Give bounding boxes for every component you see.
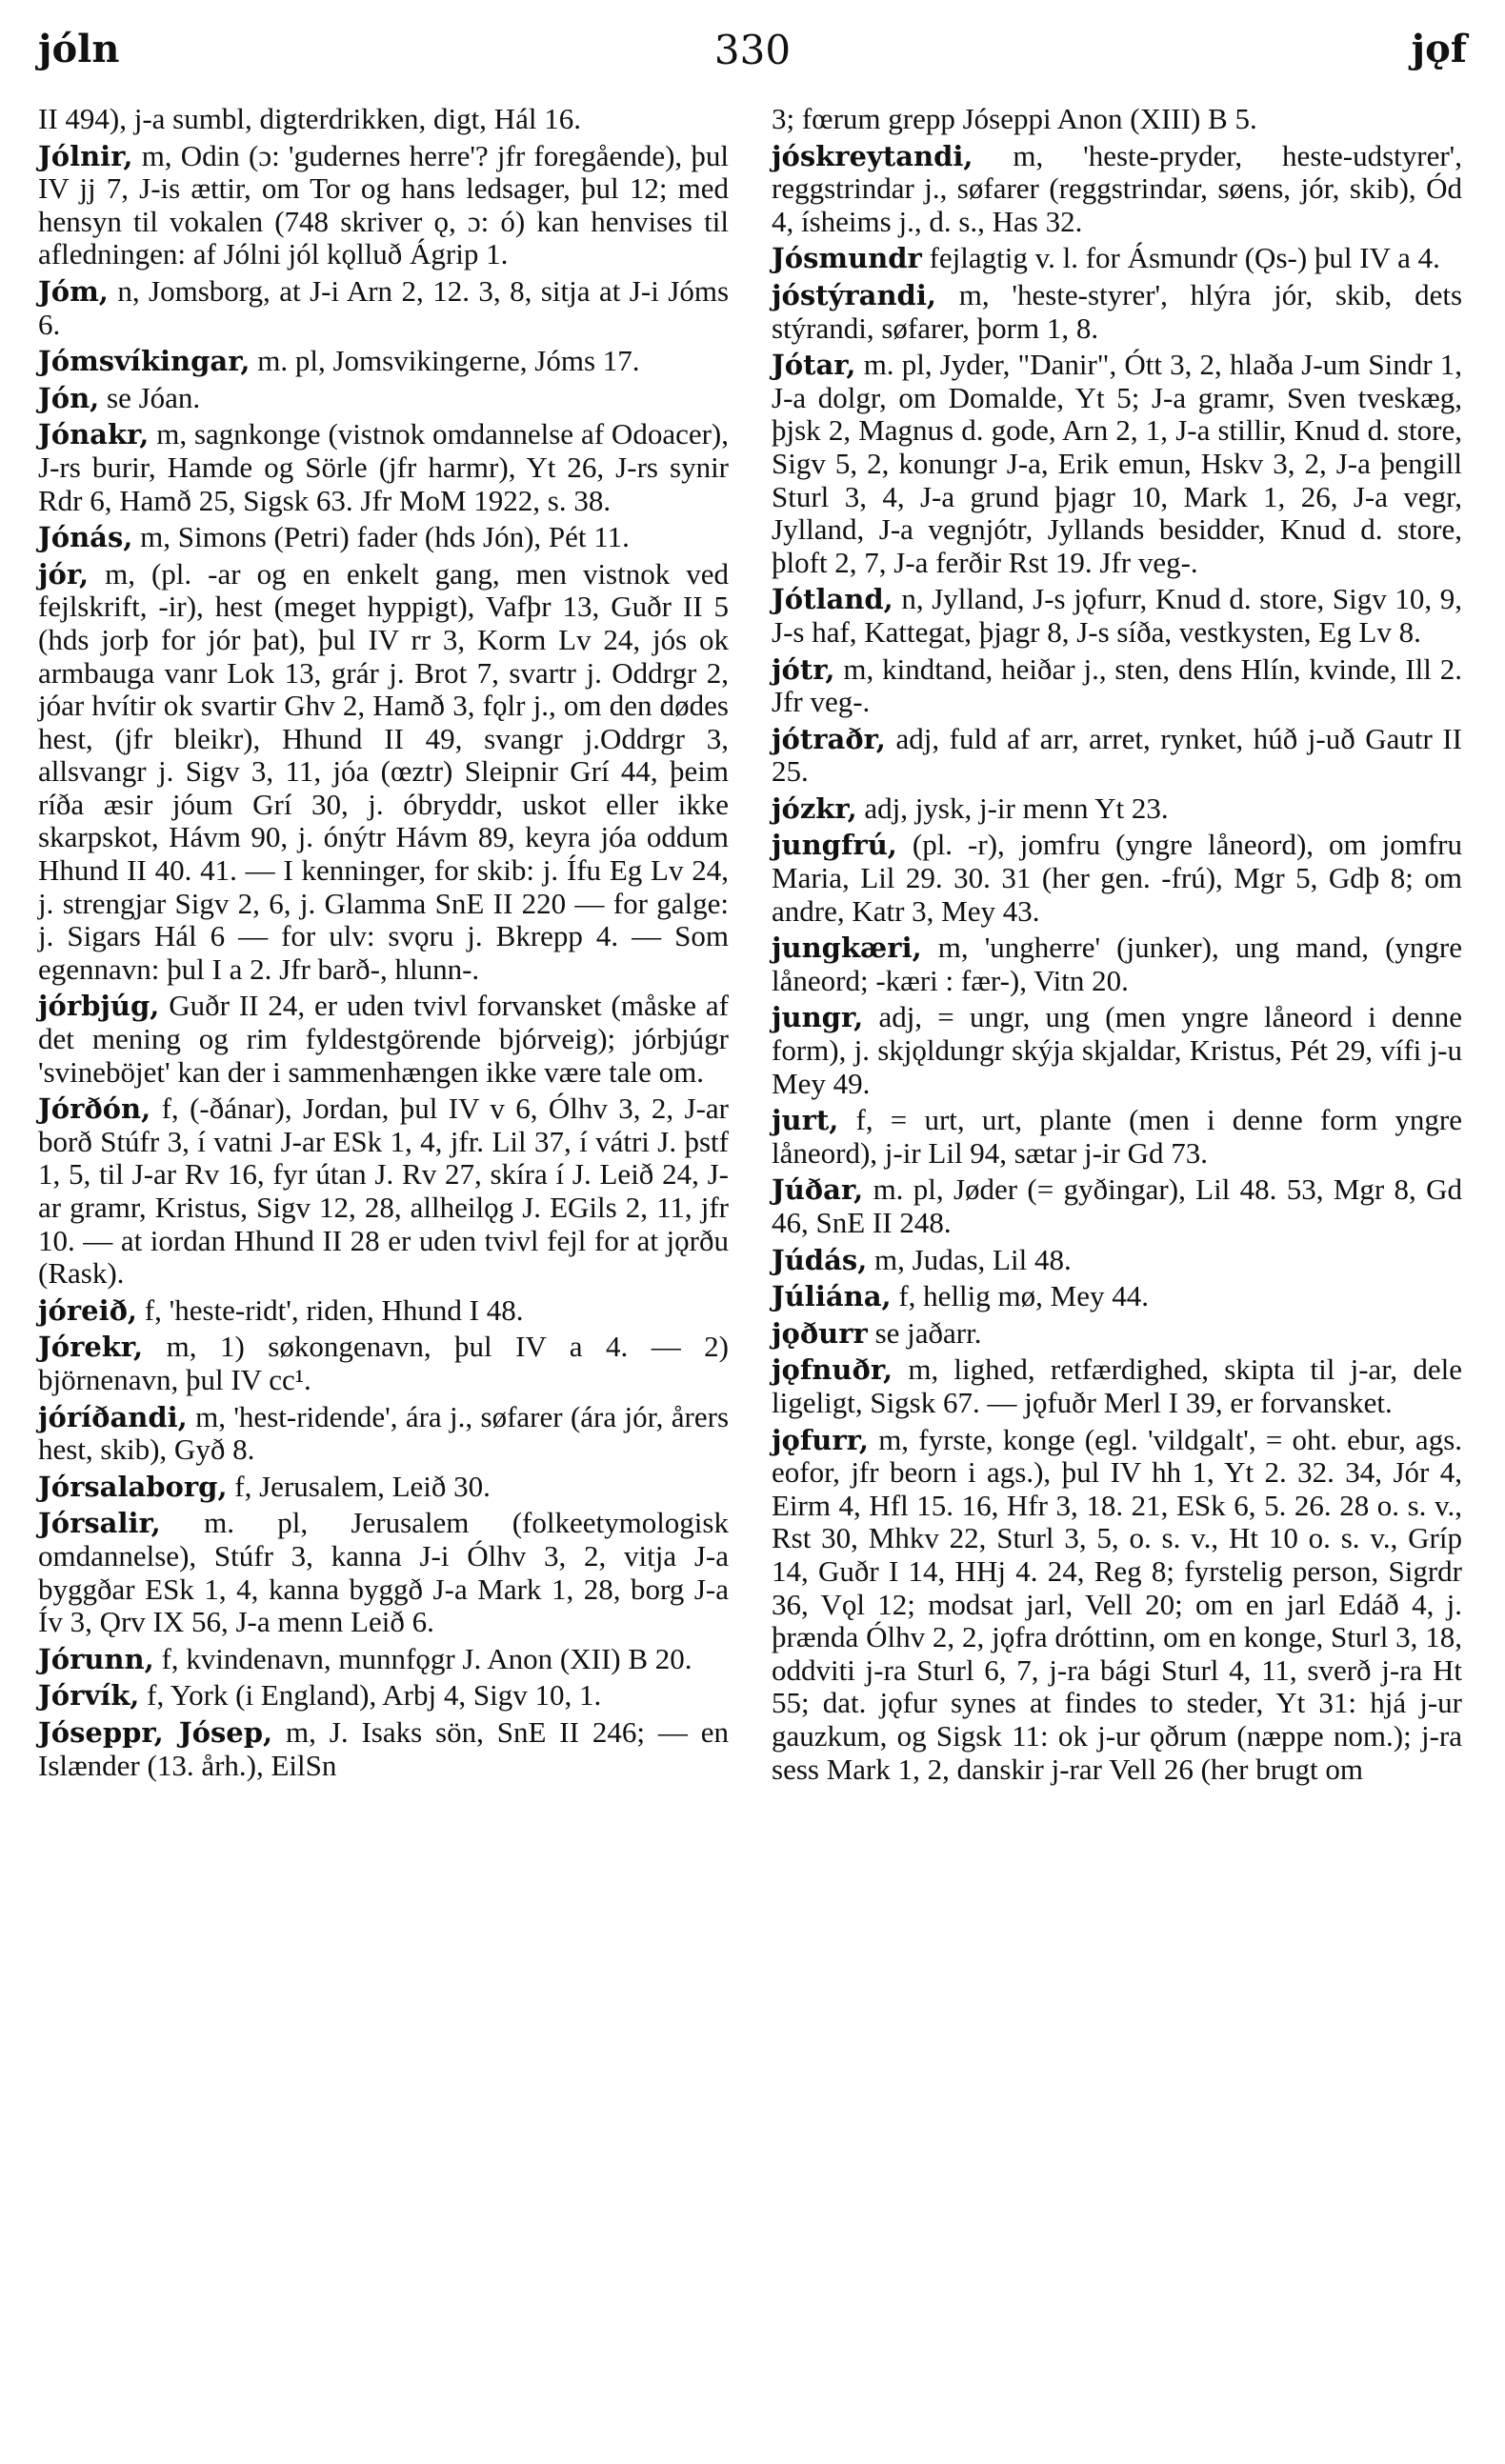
dictionary-entry [38, 1643, 729, 1676]
entry-body: adj, = ungr, ung (men yngre låneord i denne form), j. skjǫldungr skýja skjaldar, Kristus, Pét 29, vífi j-u Mey 49. [772, 1000, 1462, 1100]
entry-body: m, Simons (Petri) fader (hds Jón), Pét 11. [140, 520, 630, 554]
left-guide-word: jóln [38, 27, 120, 71]
dictionary-entry [772, 583, 1462, 649]
dictionary-entry [38, 418, 729, 517]
entry-body: Guðr II 24, er uden tvivl forvansket (måske af det mening og rim fyldestgörende bjórveig); jórbjúgr 'svineböjet' kan der i sammenhængen ikke være tale om. [38, 989, 730, 1089]
entry-body: n, Jomsborg, at J-i Arn 2, 12. 3, 8, sitja at J-i Jóms 6. [38, 273, 730, 341]
entry-body: m, 'heste-styrer', hlýra jór, skib, dets stýrandi, søfarer, þorm 1, 8. [772, 277, 1463, 345]
dictionary-entry [772, 103, 1462, 136]
dictionary-entry [38, 1294, 729, 1328]
entry-headword: Jólnir, [38, 139, 133, 172]
entry-body: m, sagnkonge (vistnok omdannelse af Odoacer), J-rs burir, Hamde og Sörle (jfr harmr), Yt 26, J-rs synir Rdr 6, Hamð 25, Sigsk 63. Jfr MoM 1922, s. 38. [38, 417, 729, 517]
entry-body: se jaðarr. [874, 1315, 982, 1350]
right-column [772, 103, 1462, 1790]
dictionary-entry [38, 1331, 729, 1396]
entry-headword: jungr, [772, 1001, 864, 1034]
dictionary-entry [772, 1104, 1462, 1170]
entry-body: m, fyrste, konge (egl. 'vildgalt', = oht. ebur, ags. eofor, jfr beorn i ags.), þul IV hh 1, Yt 2. 32. 34, Jór 4, Eirm 4, Hfl 15. 16, Hfr 3, 18. 21, ESk 6, 5. 26. 28 o. s. v., Rst 30, Mhkv 22, Sturl 3, 5, o. s. v., Ht 10 o. s. v., Gríp 14, Guðr I 14, HHj 4. 24, Reg 8; fyrstelig person, Sigrdr 36, Vǫl 12; modsat jarl, Vell 20; om en jarl Edáð 4, j. þrænda Ólhv 2, 2, jǫfra dróttinn, om en konge, Sturl 3, 18, oddviti j-ra Sturl 6, 7, j-ra bági Sturl 4, 11, sverð j-ra Ht 55; dat. jǫfur synes at findes to steder, Yt 31: hjá j-ur gauzkum, og Sigsk 11: ok j-ur ǫðrum (næppe nom.); j-ra sess Mark 1, 2, danskir j-rar Vell 26 (her brugt om [772, 1422, 1463, 1786]
entry-body: 3; fœrum grepp Jóseppi Anon (XIII) B 5. [772, 102, 1257, 135]
entry-headword: Júliána, [772, 1280, 892, 1313]
entry-headword: Jórvík, [38, 1679, 140, 1713]
dictionary-entry [38, 103, 729, 136]
dictionary-entry [772, 140, 1462, 239]
entry-headword: jungfrú, [772, 829, 897, 862]
entry-body: f, kvindenavn, munnfǫgr J. Anon (XII) B 20. [161, 1641, 692, 1675]
entry-headword: jór, [38, 557, 90, 591]
dictionary-entry [772, 1244, 1462, 1277]
dictionary-entry [38, 1092, 729, 1291]
dictionary-entry [772, 829, 1462, 928]
entry-headword: Jórsalaborg, [38, 1470, 228, 1503]
entry-body: m. pl, Jyder, "Danir", Ótt 3, 2, hlaða J-um Sindr 1, J-a dolgr, om Domalde, Yt 5; J-a gramr, Sven tveskæg, þjsk 2, Magnus d. gode, Arn 2, 1, J-a stillir, Knud d. store, Sigv 5, 2, konungr J-a, Erik emun, Hskv 3, 2, J-a þengill Sturl 3, 4, J-a grund þjagr 10, Mark 1, 26, J-a vegr, Jylland, J-a vegnjótr, Jyllands besidder, Knud d. store, þloft 2, 7, J-a ferðir Rst 19. Jfr veg-. [772, 348, 1462, 579]
entry-body: m. pl, Jerusalem (folkeetymologisk omdannelse), Stúfr 3, kanna J-i Ólhv 3, 2, vitja J-a byggðar ESk 1, 4, kanna byggð J-a Mark 1, 28, borg J-a Ív 3, Ǫrv IX 56, J-a menn Leið 6. [38, 1506, 729, 1639]
dictionary-entry [772, 242, 1462, 275]
entry-headword: Jórðón, [38, 1092, 151, 1126]
entry-body: II 494), j-a sumbl, digterdrikken, digt, Hál 16. [38, 102, 581, 135]
entry-headword: Jóseppr, Jósep, [38, 1715, 273, 1749]
entry-headword: Jótland, [772, 583, 893, 616]
entry-body: f, = urt, urt, plante (men i denne form yngre låneord), j-ir Lil 94, sætar j-ir Gd 73. [772, 1103, 1463, 1170]
entry-headword: Jónás, [38, 521, 133, 554]
entry-headword: jóskreytandi, [772, 139, 973, 172]
entry-body: (pl. -r), jomfru (yngre låneord), om jomfru Maria, Lil 29. 30. 31 (her gen. -frú), Mgr 5, Gdþ 8; om andre, Katr 3, Mey 43. [772, 828, 1463, 928]
dictionary-entry [772, 792, 1462, 826]
dictionary-entry [38, 1507, 729, 1638]
entry-headword: Júðar, [772, 1173, 864, 1207]
dictionary-entry [38, 382, 729, 415]
entry-body: f, hellig mø, Mey 44. [898, 1279, 1149, 1313]
entry-headword: jǫfurr, [772, 1423, 869, 1456]
entry-headword: jungkæri, [772, 932, 922, 965]
entry-headword: jóríðandi, [38, 1400, 188, 1433]
entry-body: m, lighed, retfærdighed, skipta til j-ar, dele ligeligt, Sigsk 67. — jǫfuðr Merl I 39, er forvansket. [772, 1352, 1462, 1419]
dictionary-entry [772, 1353, 1462, 1419]
dictionary-entry [38, 140, 729, 271]
dictionary-entry [38, 1716, 729, 1782]
dictionary-entry [38, 521, 729, 554]
entry-headword: jǫfnuðr, [772, 1353, 893, 1387]
entry-headword: józkr, [772, 791, 857, 825]
entry-body: n, Jylland, J-s jǫfurr, Knud d. store, Sigv 10, 9, J-s haf, Kattegat, þjagr 8, J-s síða, vestkysten, Eg Lv 8. [772, 582, 1463, 649]
entry-headword: jótraðr, [772, 722, 886, 755]
dictionary-entry [38, 1471, 729, 1504]
entry-headword: jórbjúg, [38, 990, 160, 1023]
entry-body: f, (-ðánar), Jordan, þul IV v 6, Ólhv 3, 2, J-ar borð Stúfr 3, í vatni J-ar ESk 1, 4, jfr. Lil 37, í vátri J. þstf 1, 5, til J-ar Rv 16, fyr útan J. Rv 27, skíra í J. Leið 24, J-ar gramr, Kristus, Sigv 12, 28, allheilǫg J. EGils 2, 11, jfr 10. — at iordan Hhund II 28 er uden tvivl fejl for at jǫrðu (Rask). [38, 1092, 730, 1291]
entry-body: f, York (i England), Arbj 4, Sigv 10, 1. [147, 1678, 602, 1713]
entry-headword: Jósmundr [772, 242, 922, 275]
entry-body: adj, jysk, j-ir menn Yt 23. [864, 791, 1169, 825]
entry-body: m, 'hest-ridende', ára j., søfarer (ára jór, årers hest, skib), Gyð 8. [38, 1399, 730, 1467]
dictionary-entry [38, 345, 729, 378]
entry-body: m, Judas, Lil 48. [874, 1242, 1072, 1276]
entry-body: m. pl, Jomsvikingerne, Jóms 17. [257, 344, 640, 378]
right-guide-word: jǫf [1411, 27, 1467, 71]
entry-body: m, 'ungherre' (junker), ung mand, (yngre låneord; -kæri : fær-), Vitn 20. [772, 931, 1462, 997]
entry-headword: jóreið, [38, 1293, 138, 1327]
entry-body: m, 1) søkongenavn, þul IV a 4. — 2) björnenavn, þul IV cc¹. [38, 1330, 729, 1396]
dictionary-entry [772, 1424, 1462, 1787]
dictionary-entry [772, 1001, 1462, 1100]
entry-headword: Júdás, [772, 1243, 868, 1276]
dictionary-entry [38, 1679, 729, 1713]
entry-headword: Jóm, [38, 274, 109, 308]
dictionary-entry [772, 1317, 1462, 1351]
entry-body: f, Jerusalem, Leið 30. [234, 1469, 491, 1503]
entry-body: adj, fuld af arr, arret, rynket, húð j-uð Gautr II 25. [772, 721, 1462, 789]
entry-headword: Jórunn, [38, 1642, 154, 1675]
entry-body: m, J. Isaks sön, SnE II 246; — en Islænder (13. årh.), EilSn [38, 1714, 729, 1782]
entry-body: fejlagtig v. l. for Ásmundr (Ǫs-) þul IV a 4. [929, 241, 1440, 275]
dictionary-entry [772, 1280, 1462, 1313]
running-head [38, 27, 1467, 84]
entry-body: m, (pl. -ar og en enkelt gang, men vistnok ved fejlskrift, -ir), hest (meget hyppigt), Vafþr 13, Guðr II 5 (hds jorþ for jór þat), þul IV rr 3, Korm Lv 24, jós ok armbauga vanr Lok 13, grár j. Brot 7, svartr j. Oddrgr 2, jóar hvítir ok svartir Ghv 2, Hamð 3, fǫlr j., om den dødes hest, (jfr bleikr), Hhund II 49, svangr j.Oddrgr 3, allsvangr j. Sigv 3, 11, jóa (œztr) Sleipnir Grí 44, þeim ríða æsir jóum Grí 30, j. óbryddr, uskot eller ikke skarpskot, Hávm 90, j. ónýtr Hávm 89, keyra jóa oddum Hhund II 40. 41. — I kenninger, for skib: j. Ífu Eg Lv 24, j. strengjar Sigv 2, 6, j. Glamma SnE II 220 — for galge: j. Sigars Hál 6 — for ulv: svǫru j. Bkrepp 4. — Som egennavn: þul I a 2. Jfr barð-, hlunn-. [38, 556, 729, 986]
entry-body: f, 'heste-ridt', riden, Hhund I 48. [144, 1292, 524, 1327]
entry-headword: Jónakr, [38, 418, 150, 451]
entry-headword: Jótar, [772, 349, 856, 382]
dictionary-entry [38, 990, 729, 1089]
entry-body: m. pl, Jøder (= gyðingar), Lil 48. 53, Mgr 8, Gd 46, SnE II 248. [772, 1172, 1463, 1239]
left-column [38, 103, 729, 1786]
entry-headword: Jón, [38, 381, 100, 414]
dictionary-entry [772, 653, 1462, 719]
dictionary-entry [772, 723, 1462, 789]
dictionary-entry [38, 1401, 729, 1467]
entry-headword: jurt, [772, 1104, 839, 1137]
entry-headword: Jórekr, [38, 1331, 144, 1364]
dictionary-entry [772, 279, 1462, 345]
page-number: 330 [713, 27, 792, 73]
entry-headword: Jómsvíkingar, [38, 345, 251, 378]
dictionary-entry [38, 558, 729, 987]
dictionary-entry [772, 932, 1462, 997]
entry-headword: Jórsalir, [38, 1507, 161, 1540]
entry-body: m, 'heste-pryder, heste-udstyrer', reggstrindar j., søfarer (reggstrindar, søens, jór, skib), Ód 4, ísheims j., d. s., Has 32. [772, 138, 1462, 238]
entry-body: m, kindtand, heiðar j., sten, dens Hlín, kvinde, Ill 2. Jfr veg-. [772, 651, 1462, 719]
dictionary-entry [38, 275, 729, 341]
entry-body: m, Odin (ɔ: 'gudernes herre'? jfr foregående), þul IV jj 7, J-is ættir, om Tor og hans ledsager, þul 12; med hensyn til vokalen (748 skriver ǫ, ɔ: ó) kan henvises til afledningen: af Jólni jól kǫlluð Ágrip 1. [38, 138, 729, 271]
dictionary-entry [772, 349, 1462, 579]
entry-headword: jóstýrandi, [772, 278, 936, 311]
dictionary-entry [772, 1173, 1462, 1239]
entry-body: se Jóan. [107, 380, 201, 414]
entry-headword: jótr, [772, 652, 835, 686]
entry-headword: jǫðurr [772, 1316, 868, 1350]
